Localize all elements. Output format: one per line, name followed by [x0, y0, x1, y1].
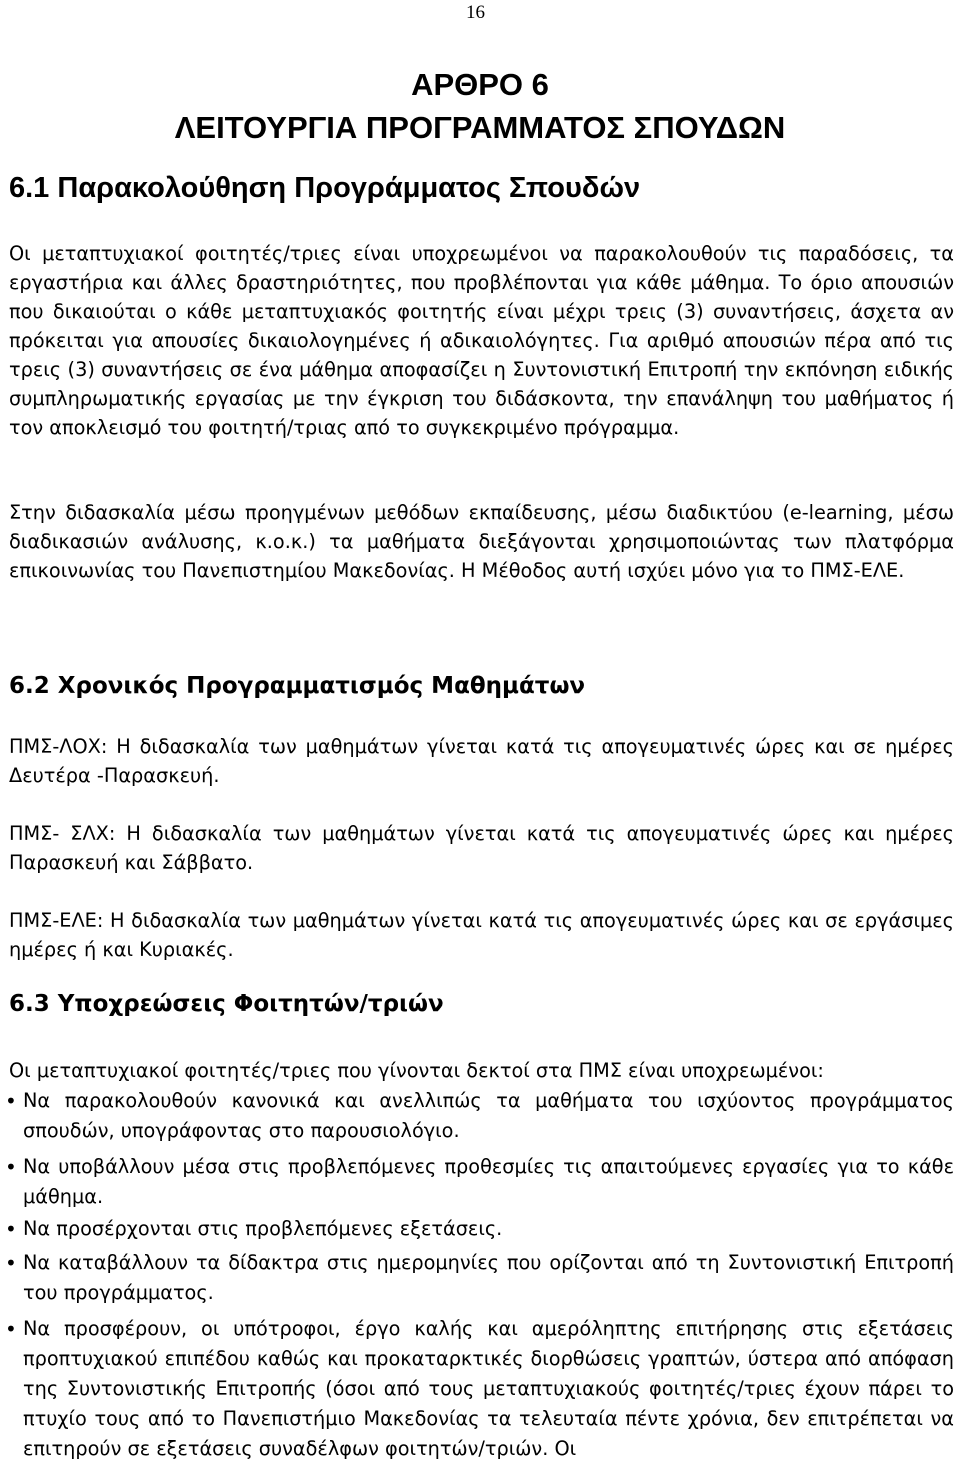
- article-subtitle: ΛΕΙΤΟΥΡΓΙΑ ΠΡΟΓΡΑΜΜΑΤΟΣ ΣΠΟΥΔΩΝ: [174, 110, 786, 145]
- list-item: [5, 1248, 954, 1308]
- bullet-icon: •: [5, 1251, 17, 1275]
- obligations-list: [5, 1086, 954, 1464]
- obligations-intro: Οι μεταπτυχιακοί φοιτητές/τριες που γίνονται δεκτοί στα ΠΜΣ είναι υποχρεωμένοι:: [9, 1059, 824, 1082]
- paragraph-e-learning: Στην διδασκαλία μέσω προηγμένων μεθόδων εκπαίδευσης, μέσω διαδικτύου (e-learning, μέσω διαδικασιών ανάλυσης, κ.ο.κ.) τα μαθήματα διεξάγονται χρησιμοποιώντας των πλατφόρμα επικοινωνίας του Πανεπιστημίου Μακεδονίας. Η Μέθοδος αυτή ισχύει μόνο για το ΠΜΣ-ΕΛΕ.: [9, 501, 954, 582]
- list-item-text: Να υποβάλλουν μέσα στις προβλεπόμενες προθεσμίες τις απαιτούμενες εργασίες για το κάθε μάθημα.: [23, 1155, 954, 1208]
- page-number: 16: [466, 2, 485, 23]
- paragraph-schedule-ele: ΠΜΣ-ΕΛΕ: Η διδασκαλία των μαθημάτων γίνεται κατά τις απογευματινές ώρες και σε εργάσιμες ημέρες ή και Κυριακές.: [9, 909, 954, 961]
- bullet-icon: •: [5, 1089, 17, 1113]
- list-item: [5, 1314, 954, 1464]
- paragraph-schedule-slx: ΠΜΣ- ΣΛΧ: Η διδασκαλία των μαθημάτων γίνεται κατά τις απογευματινές ώρες και ημέρες Παρασκευή και Σάββατο.: [9, 822, 954, 874]
- list-item: [5, 1086, 954, 1146]
- bullet-icon: •: [5, 1217, 17, 1241]
- list-item-text: Να παρακολουθούν κανονικά και ανελλιπώς τα μαθήματα του ισχύοντος προγράμματος σπουδών, υπογράφοντας στο παρουσιολόγιο.: [23, 1089, 954, 1142]
- section-heading-6-2: 6.2 Χρονικός Προγραμματισμός Μαθημάτων: [9, 673, 586, 699]
- list-item-text: Να προσφέρουν, οι υπότροφοι, έργο καλής και αμερόληπτης επιτήρησης στις εξετάσεις προπτυχιακού επιπέδου καθώς και προκαταρκτικές διορθώσεις γραπτών, ύστερα από απόφαση της Συντονιστικής Επιτροπής (όσοι από τους μεταπτυχιακούς φοιτητές/τριες έχουν πάρει το πτυχίο τους από το Πανεπιστήμιο Μακεδονίας τα τελευταία πέντε χρόνια, δεν επιτρέπεται να επιτηρούν σε εξετάσεις συναδέλφων φοιτητών/τριών. Οι: [23, 1317, 954, 1460]
- list-item: [5, 1214, 954, 1244]
- bullet-icon: •: [5, 1155, 17, 1179]
- section-heading-6-3: 6.3 Υποχρεώσεις Φοιτητών/τριών: [9, 991, 444, 1017]
- list-item-text: Να καταβάλλουν τα δίδακτρα στις ημερομηνίες που ορίζονται από τη Συντονιστική Επιτροπή του προγράμματος.: [23, 1251, 954, 1304]
- list-item: [5, 1152, 954, 1212]
- section-heading-6-1: 6.1 Παρακολούθηση Προγράμματος Σπουδών: [9, 172, 641, 204]
- paragraph-attendance: Οι μεταπτυχιακοί φοιτητές/τριες είναι υποχρεωμένοι να παρακολουθούν τις παραδόσεις, τα εργαστήρια και άλλες δραστηριότητες, που προβλέπονται για κάθε μάθημα. Το όριο απουσιών που δικαιούται ο κάθε μεταπτυχιακός φοιτητής είναι μέχρι τρεις (3) συναντήσεις, άσχετα αν πρόκειται για απουσίες δικαιολογημένες ή αδικαιολόγητες. Για αριθμό απουσιών πέρα από τις τρεις (3) συναντήσεις σε ένα μάθημα αποφασίζει η Συντονιστική Επιτροπή την εκπόνηση ειδικής συμπληρωματικής εργασίας με την έγκριση του διδάσκοντα, την επανάληψη του μαθήματος ή τον αποκλεισμό του φοιτητή/τριας από το συγκεκριμένο πρόγραμμα.: [9, 242, 954, 439]
- paragraph-schedule-lox: ΠΜΣ-ΛΟΧ: Η διδασκαλία των μαθημάτων γίνεται κατά τις απογευματινές ώρες και σε ημέρες Δευτέρα -Παρασκευή.: [9, 735, 954, 787]
- article-title: ΑΡΘΡΟ 6: [411, 67, 549, 102]
- list-item-text: Να προσέρχονται στις προβλεπόμενες εξετάσεις.: [23, 1217, 503, 1240]
- bullet-icon: •: [5, 1317, 17, 1341]
